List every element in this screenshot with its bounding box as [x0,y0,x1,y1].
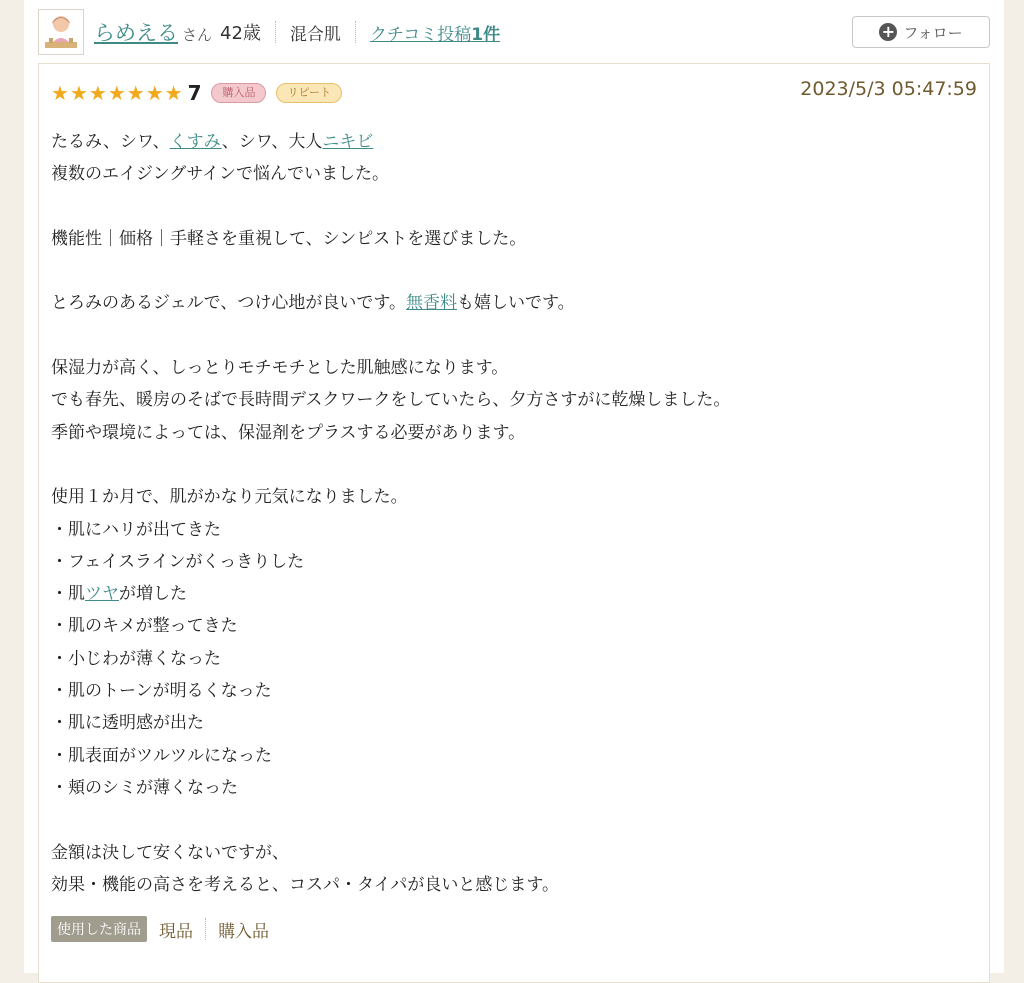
star-rating [51,83,184,103]
review-text: が増した [119,584,187,605]
product-type: 現品 [159,921,193,942]
star-icon: ★ [164,81,183,105]
review-text: 季節や環境によっては、保湿剤をプラスする必要があります。 [51,422,526,443]
review-text: 、シワ、大人 [221,132,323,152]
follow-button[interactable] [852,16,990,48]
avatar[interactable] [38,9,84,55]
divider [355,21,356,43]
rating-row [51,80,342,106]
star-icon: ★ [107,81,126,105]
review-text: でも春先、暖房のそばで長時間デスクワークをしていたら、夕方さすがに乾燥しました。 [51,390,731,411]
purchase-badge: 購入品 [211,83,266,103]
rating-score: 7 [187,81,202,105]
repeat-badge: リピート [276,83,342,103]
star-icon: ★ [69,81,88,105]
used-product-row [51,915,269,943]
keyword-link[interactable]: ニキビ [322,132,374,152]
post-count-value: 1件 [471,24,501,45]
follow-button-label: フォロー [903,23,963,42]
keyword-link[interactable]: ツヤ [85,584,119,605]
keyword-link[interactable]: くすみ [169,132,222,152]
star-icon: ★ [145,81,164,105]
reviewer-name-link[interactable]: らめえる [94,21,178,45]
review-date: 2023/5/3 05:47:59 [800,78,977,100]
honorific: さん [182,25,213,44]
review-text: 効果・機能の高さを考えると、コスパ・タイパが良いと感じます。 [51,874,559,895]
review-text: ・小じわが薄くなった [51,648,221,669]
purchase-type: 購入品 [218,921,269,942]
review-frame [24,0,1004,973]
review-text: 複数のエイジングサインで悩んでいました。 [51,164,390,185]
review-text: ・フェイスラインがくっきりした [51,551,305,572]
review-body [51,126,971,901]
review-text: 保湿力が高く、しっとりモチモチとした肌触感になります。 [51,358,509,379]
divider [205,918,206,940]
review-text: とろみのあるジェルで、つけ心地が良いです。 [51,293,406,314]
skin-type: 混合肌 [289,24,341,45]
review-text: ・頬のシミが薄くなった [51,777,238,798]
review-text: ・肌のトーンが明るくなった [51,681,272,702]
review-text: たるみ、シワ、 [51,132,170,152]
reviewer-age: 42歳 [220,23,261,44]
post-count-prefix: クチコミ投稿 [369,24,472,45]
review-text: ・肌表面がツルツルになった [51,745,272,766]
avatar-illustration-icon [41,12,81,52]
review-card [38,63,990,983]
review-text: 金額は決して安くないですが、 [51,842,289,863]
review-text: 機能性｜価格｜手軽さを重視して、シンピストを選びました。 [51,228,527,249]
keyword-link[interactable]: 無香料 [405,293,457,314]
review-text: ・肌 [51,584,85,605]
star-icon: ★ [88,81,107,105]
review-text: ・肌にハリが出てきた [51,519,221,540]
post-count-link[interactable] [370,20,500,45]
star-icon: ★ [126,81,145,105]
divider [275,21,276,43]
plus-circle-icon: + [879,23,897,41]
review-text: も嬉しいです。 [456,293,575,314]
review-text: ・肌のキメが整ってきた [51,616,238,637]
used-product-tag: 使用した商品 [51,916,147,942]
reviewer-header [38,6,990,58]
review-text: ・肌に透明感が出た [51,713,204,734]
star-icon: ★ [51,81,69,105]
review-text: 使用１か月で、肌がかなり元気になりました。 [51,487,408,508]
